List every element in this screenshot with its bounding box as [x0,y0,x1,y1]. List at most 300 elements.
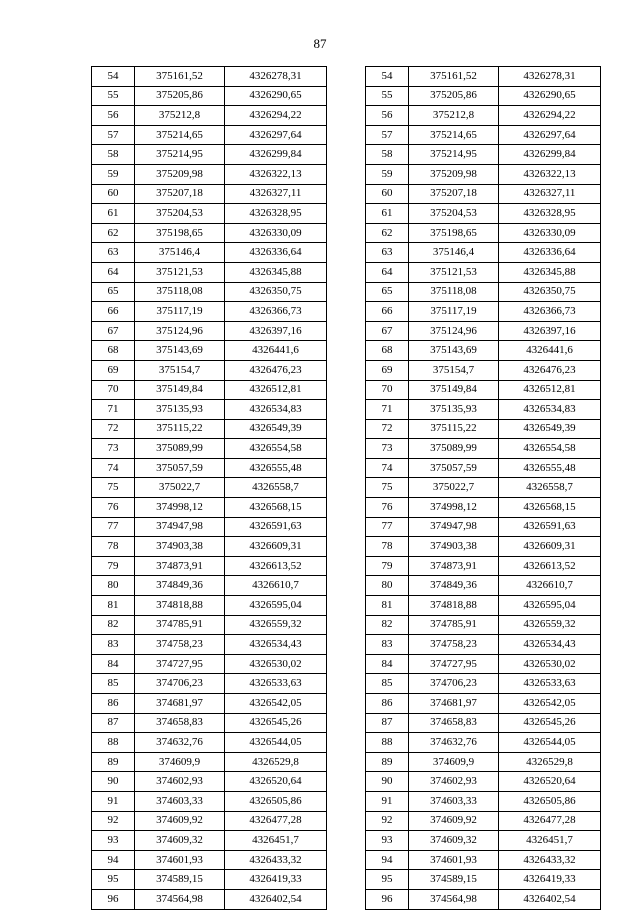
table-row [92,282,327,302]
y-coordinate-cell: 4326568,15 [499,498,601,518]
y-coordinate-cell: 4326613,52 [499,556,601,576]
y-coordinate-cell: 4326549,39 [499,419,601,439]
x-coordinate-cell: 374603,33 [135,791,225,811]
x-coordinate-cell: 375124,96 [135,321,225,341]
x-coordinate-cell: 374818,88 [409,596,499,616]
x-coordinate-cell: 375118,08 [409,282,499,302]
x-coordinate-cell: 375089,99 [409,439,499,459]
table-row [366,67,601,87]
x-coordinate-cell: 374947,98 [135,517,225,537]
y-coordinate-cell: 4326336,64 [499,243,601,263]
table-row [92,164,327,184]
x-coordinate-cell: 374603,33 [409,791,499,811]
point-number-cell: 75 [366,478,409,498]
point-number-cell: 82 [366,615,409,635]
coordinates-table-right [365,66,601,910]
point-number-cell: 87 [92,713,135,733]
table-row [92,439,327,459]
point-number-cell: 68 [366,341,409,361]
y-coordinate-cell: 4326534,83 [225,400,327,420]
y-coordinate-cell: 4326290,65 [225,86,327,106]
y-coordinate-cell: 4326350,75 [225,282,327,302]
x-coordinate-cell: 375214,95 [135,145,225,165]
table-row [92,694,327,714]
table-row [92,458,327,478]
x-coordinate-cell: 375022,7 [409,478,499,498]
table-row [92,870,327,890]
table-row [366,811,601,831]
y-coordinate-cell: 4326512,81 [225,380,327,400]
y-coordinate-cell: 4326549,39 [225,419,327,439]
x-coordinate-cell: 375117,19 [135,302,225,322]
point-number-cell: 61 [92,204,135,224]
y-coordinate-cell: 4326477,28 [225,811,327,831]
table-row [92,498,327,518]
y-coordinate-cell: 4326397,16 [225,321,327,341]
y-coordinate-cell: 4326278,31 [225,67,327,87]
x-coordinate-cell: 374609,92 [409,811,499,831]
y-coordinate-cell: 4326299,84 [499,145,601,165]
y-coordinate-cell: 4326559,32 [499,615,601,635]
y-coordinate-cell: 4326290,65 [499,86,601,106]
y-coordinate-cell: 4326555,48 [499,458,601,478]
y-coordinate-cell: 4326542,05 [499,694,601,714]
table-row [366,596,601,616]
table-row [366,772,601,792]
y-coordinate-cell: 4326476,23 [225,360,327,380]
table-row [366,106,601,126]
table-row [366,654,601,674]
point-number-cell: 96 [92,889,135,909]
point-number-cell: 72 [366,419,409,439]
x-coordinate-cell: 375207,18 [409,184,499,204]
x-coordinate-cell: 374602,93 [409,772,499,792]
x-coordinate-cell: 374564,98 [135,889,225,909]
x-coordinate-cell: 374998,12 [409,498,499,518]
table-row [92,145,327,165]
point-number-cell: 70 [366,380,409,400]
table-row [366,243,601,263]
x-coordinate-cell: 374873,91 [409,556,499,576]
point-number-cell: 91 [366,791,409,811]
y-coordinate-cell: 4326476,23 [499,360,601,380]
y-coordinate-cell: 4326294,22 [225,106,327,126]
table-row [92,400,327,420]
point-number-cell: 60 [92,184,135,204]
point-number-cell: 63 [92,243,135,263]
table-row [366,694,601,714]
table-row [366,537,601,557]
point-number-cell: 76 [366,498,409,518]
y-coordinate-cell: 4326322,13 [225,164,327,184]
x-coordinate-cell: 375205,86 [409,86,499,106]
point-number-cell: 64 [92,262,135,282]
table-row [92,360,327,380]
y-coordinate-cell: 4326327,11 [225,184,327,204]
x-coordinate-cell: 374601,93 [409,850,499,870]
table-row [366,478,601,498]
y-coordinate-cell: 4326529,8 [225,752,327,772]
point-number-cell: 72 [92,419,135,439]
point-number-cell: 54 [92,67,135,87]
y-coordinate-cell: 4326419,33 [499,870,601,890]
x-coordinate-cell: 374849,36 [135,576,225,596]
y-coordinate-cell: 4326441,6 [499,341,601,361]
point-number-cell: 65 [92,282,135,302]
point-number-cell: 80 [366,576,409,596]
y-coordinate-cell: 4326591,63 [225,517,327,537]
point-number-cell: 69 [366,360,409,380]
x-coordinate-cell: 374658,83 [409,713,499,733]
point-number-cell: 78 [92,537,135,557]
x-coordinate-cell: 375214,65 [409,125,499,145]
table-row [366,360,601,380]
point-number-cell: 58 [366,145,409,165]
table-row [366,321,601,341]
x-coordinate-cell: 375115,22 [409,419,499,439]
table-row [366,282,601,302]
point-number-cell: 80 [92,576,135,596]
table-row [366,164,601,184]
point-number-cell: 60 [366,184,409,204]
table-row [366,498,601,518]
x-coordinate-cell: 374818,88 [135,596,225,616]
y-coordinate-cell: 4326558,7 [499,478,601,498]
table-row [92,831,327,851]
y-coordinate-cell: 4326330,09 [225,223,327,243]
x-coordinate-cell: 374609,32 [135,831,225,851]
table-row [92,419,327,439]
x-coordinate-cell: 375124,96 [409,321,499,341]
table-row [92,184,327,204]
table-row [366,458,601,478]
x-coordinate-cell: 375154,7 [409,360,499,380]
point-number-cell: 88 [92,733,135,753]
x-coordinate-cell: 375204,53 [409,204,499,224]
table-row [92,654,327,674]
table-row [366,400,601,420]
y-coordinate-cell: 4326545,26 [499,713,601,733]
x-coordinate-cell: 374785,91 [409,615,499,635]
table-row [92,713,327,733]
table-row [366,850,601,870]
table-row [92,223,327,243]
point-number-cell: 77 [92,517,135,537]
y-coordinate-cell: 4326529,8 [499,752,601,772]
point-number-cell: 87 [366,713,409,733]
y-coordinate-cell: 4326402,54 [499,889,601,909]
table-row [366,439,601,459]
point-number-cell: 82 [92,615,135,635]
point-number-cell: 86 [366,694,409,714]
table-row [366,556,601,576]
point-number-cell: 85 [92,674,135,694]
y-coordinate-cell: 4326328,95 [225,204,327,224]
y-coordinate-cell: 4326544,05 [499,733,601,753]
point-number-cell: 89 [366,752,409,772]
y-coordinate-cell: 4326533,63 [225,674,327,694]
table-row [92,262,327,282]
point-number-cell: 79 [92,556,135,576]
point-number-cell: 95 [366,870,409,890]
x-coordinate-cell: 375198,65 [409,223,499,243]
y-coordinate-cell: 4326558,7 [225,478,327,498]
table-row [92,615,327,635]
x-coordinate-cell: 374849,36 [409,576,499,596]
point-number-cell: 92 [92,811,135,831]
y-coordinate-cell: 4326610,7 [499,576,601,596]
x-coordinate-cell: 375214,65 [135,125,225,145]
y-coordinate-cell: 4326591,63 [499,517,601,537]
x-coordinate-cell: 375212,8 [409,106,499,126]
table-row [92,889,327,909]
x-coordinate-cell: 375089,99 [135,439,225,459]
point-number-cell: 94 [92,850,135,870]
point-number-cell: 57 [366,125,409,145]
x-coordinate-cell: 374681,97 [135,694,225,714]
x-coordinate-cell: 374609,9 [135,752,225,772]
point-number-cell: 69 [92,360,135,380]
y-coordinate-cell: 4326554,58 [499,439,601,459]
y-coordinate-cell: 4326419,33 [225,870,327,890]
x-coordinate-cell: 374609,9 [409,752,499,772]
y-coordinate-cell: 4326299,84 [225,145,327,165]
point-number-cell: 71 [92,400,135,420]
point-number-cell: 73 [92,439,135,459]
point-number-cell: 78 [366,537,409,557]
point-number-cell: 54 [366,67,409,87]
point-number-cell: 81 [92,596,135,616]
y-coordinate-cell: 4326328,95 [499,204,601,224]
x-coordinate-cell: 375207,18 [135,184,225,204]
x-coordinate-cell: 374706,23 [409,674,499,694]
point-number-cell: 96 [366,889,409,909]
table-row [92,733,327,753]
table-row [92,772,327,792]
point-number-cell: 55 [92,86,135,106]
table-row [92,811,327,831]
y-coordinate-cell: 4326402,54 [225,889,327,909]
x-coordinate-cell: 374903,38 [409,537,499,557]
table-row [92,125,327,145]
x-coordinate-cell: 374727,95 [409,654,499,674]
x-coordinate-cell: 374632,76 [135,733,225,753]
table-row [92,380,327,400]
y-coordinate-cell: 4326297,64 [225,125,327,145]
point-number-cell: 90 [92,772,135,792]
table-row [92,556,327,576]
y-coordinate-cell: 4326595,04 [499,596,601,616]
table-row [366,145,601,165]
point-number-cell: 83 [92,635,135,655]
y-coordinate-cell: 4326534,43 [499,635,601,655]
y-coordinate-cell: 4326555,48 [225,458,327,478]
x-coordinate-cell: 375209,98 [409,164,499,184]
point-number-cell: 58 [92,145,135,165]
x-coordinate-cell: 375214,95 [409,145,499,165]
point-number-cell: 66 [366,302,409,322]
table-row [92,67,327,87]
point-number-cell: 56 [366,106,409,126]
point-number-cell: 61 [366,204,409,224]
y-coordinate-cell: 4326609,31 [499,537,601,557]
y-coordinate-cell: 4326554,58 [225,439,327,459]
x-coordinate-cell: 375212,8 [135,106,225,126]
x-coordinate-cell: 375161,52 [135,67,225,87]
y-coordinate-cell: 4326544,05 [225,733,327,753]
x-coordinate-cell: 374785,91 [135,615,225,635]
point-number-cell: 55 [366,86,409,106]
y-coordinate-cell: 4326505,86 [225,791,327,811]
point-number-cell: 74 [92,458,135,478]
point-number-cell: 73 [366,439,409,459]
x-coordinate-cell: 374602,93 [135,772,225,792]
point-number-cell: 71 [366,400,409,420]
x-coordinate-cell: 374564,98 [409,889,499,909]
y-coordinate-cell: 4326520,64 [499,772,601,792]
point-number-cell: 83 [366,635,409,655]
table-row [366,223,601,243]
point-number-cell: 95 [92,870,135,890]
y-coordinate-cell: 4326451,7 [225,831,327,851]
point-number-cell: 84 [92,654,135,674]
x-coordinate-cell: 375161,52 [409,67,499,87]
point-number-cell: 77 [366,517,409,537]
table-row [92,537,327,557]
table-row [366,831,601,851]
y-coordinate-cell: 4326433,32 [225,850,327,870]
table-row [92,341,327,361]
x-coordinate-cell: 374609,32 [409,831,499,851]
y-coordinate-cell: 4326297,64 [499,125,601,145]
x-coordinate-cell: 374589,15 [409,870,499,890]
y-coordinate-cell: 4326610,7 [225,576,327,596]
table-row [366,184,601,204]
table-row [366,791,601,811]
point-number-cell: 93 [92,831,135,851]
table-row [92,576,327,596]
x-coordinate-cell: 374947,98 [409,517,499,537]
y-coordinate-cell: 4326345,88 [225,262,327,282]
y-coordinate-cell: 4326530,02 [225,654,327,674]
table-row [366,517,601,537]
table-row [92,478,327,498]
y-coordinate-cell: 4326330,09 [499,223,601,243]
point-number-cell: 86 [92,694,135,714]
point-number-cell: 67 [366,321,409,341]
table-row [92,791,327,811]
y-coordinate-cell: 4326542,05 [225,694,327,714]
x-coordinate-cell: 375057,59 [409,458,499,478]
table-row [366,341,601,361]
page-number: 87 [313,36,327,51]
x-coordinate-cell: 375149,84 [409,380,499,400]
x-coordinate-cell: 374727,95 [135,654,225,674]
point-number-cell: 79 [366,556,409,576]
y-coordinate-cell: 4326512,81 [499,380,601,400]
x-coordinate-cell: 375022,7 [135,478,225,498]
point-number-cell: 85 [366,674,409,694]
x-coordinate-cell: 375117,19 [409,302,499,322]
table-row [366,204,601,224]
x-coordinate-cell: 375143,69 [409,341,499,361]
y-coordinate-cell: 4326545,26 [225,713,327,733]
y-coordinate-cell: 4326397,16 [499,321,601,341]
table-row [366,615,601,635]
x-coordinate-cell: 375146,4 [409,243,499,263]
table-row [92,243,327,263]
table-row [92,850,327,870]
y-coordinate-cell: 4326336,64 [225,243,327,263]
table-row [366,302,601,322]
point-number-cell: 75 [92,478,135,498]
table-row [92,674,327,694]
table-row [366,889,601,909]
y-coordinate-cell: 4326327,11 [499,184,601,204]
point-number-cell: 84 [366,654,409,674]
x-coordinate-cell: 375115,22 [135,419,225,439]
table-row [366,733,601,753]
table-row [92,321,327,341]
point-number-cell: 92 [366,811,409,831]
x-coordinate-cell: 374589,15 [135,870,225,890]
point-number-cell: 62 [92,223,135,243]
x-coordinate-cell: 375209,98 [135,164,225,184]
x-coordinate-cell: 374903,38 [135,537,225,557]
table-row [366,674,601,694]
point-number-cell: 70 [92,380,135,400]
table-row [92,204,327,224]
table-row [92,596,327,616]
y-coordinate-cell: 4326520,64 [225,772,327,792]
point-number-cell: 63 [366,243,409,263]
point-number-cell: 76 [92,498,135,518]
table-row [366,635,601,655]
point-number-cell: 64 [366,262,409,282]
point-number-cell: 91 [92,791,135,811]
y-coordinate-cell: 4326595,04 [225,596,327,616]
table-row [92,517,327,537]
y-coordinate-cell: 4326613,52 [225,556,327,576]
x-coordinate-cell: 375198,65 [135,223,225,243]
point-number-cell: 62 [366,223,409,243]
x-coordinate-cell: 375118,08 [135,282,225,302]
point-number-cell: 56 [92,106,135,126]
x-coordinate-cell: 374601,93 [135,850,225,870]
table-row [366,86,601,106]
y-coordinate-cell: 4326534,43 [225,635,327,655]
y-coordinate-cell: 4326441,6 [225,341,327,361]
coordinates-table-left [91,66,327,910]
y-coordinate-cell: 4326350,75 [499,282,601,302]
x-coordinate-cell: 375154,7 [135,360,225,380]
point-number-cell: 90 [366,772,409,792]
point-number-cell: 93 [366,831,409,851]
x-coordinate-cell: 374609,92 [135,811,225,831]
table-row [92,106,327,126]
point-number-cell: 57 [92,125,135,145]
point-number-cell: 68 [92,341,135,361]
table-row [366,419,601,439]
point-number-cell: 94 [366,850,409,870]
table-row [92,302,327,322]
x-coordinate-cell: 374873,91 [135,556,225,576]
x-coordinate-cell: 374706,23 [135,674,225,694]
point-number-cell: 74 [366,458,409,478]
y-coordinate-cell: 4326477,28 [499,811,601,831]
x-coordinate-cell: 374758,23 [409,635,499,655]
y-coordinate-cell: 4326366,73 [499,302,601,322]
